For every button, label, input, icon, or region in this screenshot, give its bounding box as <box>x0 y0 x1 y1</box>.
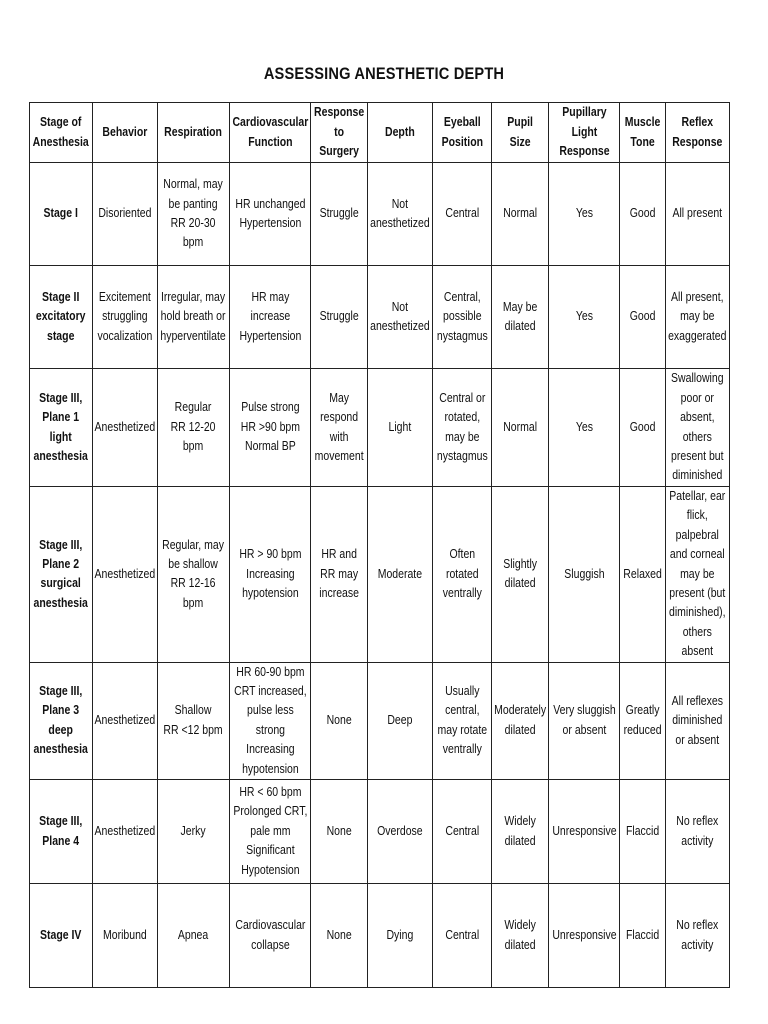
table-cell: Unresponsive <box>549 884 620 988</box>
table-cell: Apnea <box>158 884 230 988</box>
table-cell: Shallow RR <12 bpm <box>158 662 230 779</box>
table-cell: None <box>311 662 368 779</box>
header-respiration: Respiration <box>158 103 230 163</box>
table-cell: Disoriented <box>93 163 158 266</box>
table-cell: Stage III, Plane 2 surgical anesthesia <box>30 487 93 663</box>
table-cell: Struggle <box>311 163 368 266</box>
table-cell: Stage III, Plane 1 light anesthesia <box>30 369 93 487</box>
table-cell: Excitement struggling vocalization <box>93 266 158 369</box>
table-cell: Deep <box>368 662 433 779</box>
table-cell: Cardiovascular collapse <box>230 884 311 988</box>
anesthetic-depth-table <box>29 102 730 988</box>
table-cell: HR > 90 bpm Increasing hypotension <box>230 487 311 663</box>
table-cell: Central, possible nystagmus <box>433 266 492 369</box>
table-cell: Overdose <box>368 780 433 884</box>
table-cell: Slightly dilated <box>492 487 549 663</box>
table-cell: Flaccid <box>620 884 666 988</box>
table-cell: Central <box>433 163 492 266</box>
table-cell: Stage III, Plane 4 <box>30 780 93 884</box>
table-cell: None <box>311 780 368 884</box>
table-cell: Flaccid <box>620 780 666 884</box>
table-cell: Stage I <box>30 163 93 266</box>
table-row <box>30 884 730 988</box>
table-cell: HR may increase Hypertension <box>230 266 311 369</box>
header-response-to-surgery: Response to Surgery <box>311 103 368 163</box>
table-cell: Swallowing poor or absent, others present but diminished <box>666 369 730 487</box>
table-row <box>30 163 730 266</box>
table-cell: Stage II excitatory stage <box>30 266 93 369</box>
table-cell: Yes <box>549 163 620 266</box>
table-cell: HR 60-90 bpm CRT increased, pulse less strong Increasing hypotension <box>230 662 311 779</box>
table-cell: Very sluggish or absent <box>549 662 620 779</box>
table-cell: Light <box>368 369 433 487</box>
table-cell: Anesthetized <box>93 662 158 779</box>
table-cell: All present, may be exaggerated <box>666 266 730 369</box>
table-cell: Anesthetized <box>93 780 158 884</box>
table-cell: Widely dilated <box>492 884 549 988</box>
table-cell: Moderately dilated <box>492 662 549 779</box>
table-cell: All present <box>666 163 730 266</box>
table-cell: Yes <box>549 369 620 487</box>
table-cell: Stage III, Plane 3 deep anesthesia <box>30 662 93 779</box>
table-cell: May be dilated <box>492 266 549 369</box>
table-cell: HR unchanged Hypertension <box>230 163 311 266</box>
header-muscle-tone: Muscle Tone <box>620 103 666 163</box>
table-cell: Moribund <box>93 884 158 988</box>
table-cell: Central or rotated, may be nystagmus <box>433 369 492 487</box>
table-cell: HR < 60 bpm Prolonged CRT, pale mm Significant Hypotension <box>230 780 311 884</box>
table-cell: HR and RR may increase <box>311 487 368 663</box>
table-cell: Dying <box>368 884 433 988</box>
table-cell: Unresponsive <box>549 780 620 884</box>
table-row <box>30 780 730 884</box>
table-cell: Relaxed <box>620 487 666 663</box>
table-cell: Regular RR 12-20 bpm <box>158 369 230 487</box>
table-cell: Sluggish <box>549 487 620 663</box>
table-cell: Moderate <box>368 487 433 663</box>
table-cell: Normal <box>492 369 549 487</box>
header-reflex-response: Reflex Response <box>666 103 730 163</box>
document-title: ASSESSING ANESTHETIC DEPTH <box>263 64 505 83</box>
table-cell: Widely dilated <box>492 780 549 884</box>
table-cell: All reflexes diminished or absent <box>666 662 730 779</box>
header-stage: Stage of Anesthesia <box>30 103 93 163</box>
header-depth: Depth <box>368 103 433 163</box>
table-cell: Normal <box>492 163 549 266</box>
table-cell: Good <box>620 266 666 369</box>
table-cell: Struggle <box>311 266 368 369</box>
table-cell: Not anesthetized <box>368 163 433 266</box>
table-cell: Anesthetized <box>93 369 158 487</box>
table-row <box>30 266 730 369</box>
table-cell: Irregular, may hold breath or hyperventilate <box>158 266 230 369</box>
table-cell: Central <box>433 780 492 884</box>
table-cell: Stage IV <box>30 884 93 988</box>
table-cell: None <box>311 884 368 988</box>
table-cell: Good <box>620 369 666 487</box>
table-cell: Normal, may be panting RR 20-30 bpm <box>158 163 230 266</box>
table-cell: Pulse strong HR >90 bpm Normal BP <box>230 369 311 487</box>
table-row <box>30 662 730 779</box>
table-cell: Regular, may be shallow RR 12-16 bpm <box>158 487 230 663</box>
table-cell: Anesthetized <box>93 487 158 663</box>
table-cell: No reflex activity <box>666 884 730 988</box>
table-cell: Yes <box>549 266 620 369</box>
header-pupil-size: Pupil Size <box>492 103 549 163</box>
header-behavior: Behavior <box>93 103 158 163</box>
header-row <box>30 103 730 163</box>
table-cell: Central <box>433 884 492 988</box>
table-cell: Greatly reduced <box>620 662 666 779</box>
table-cell: Often rotated ventrally <box>433 487 492 663</box>
table-row <box>30 369 730 487</box>
header-eyeball-position: Eyeball Position <box>433 103 492 163</box>
table-cell: Good <box>620 163 666 266</box>
table-cell: Not anesthetized <box>368 266 433 369</box>
table-cell: No reflex activity <box>666 780 730 884</box>
header-cardiovascular: Cardiovascular Function <box>230 103 311 163</box>
table-cell: Usually central, may rotate ventrally <box>433 662 492 779</box>
table-cell: Jerky <box>158 780 230 884</box>
table-cell: Patellar, ear flick, palpebral and corneal may be present (but diminished), others absent <box>666 487 730 663</box>
table-cell: May respond with movement <box>311 369 368 487</box>
table-row <box>30 487 730 663</box>
header-pupillary-light-response: Pupillary Light Response <box>549 103 620 163</box>
